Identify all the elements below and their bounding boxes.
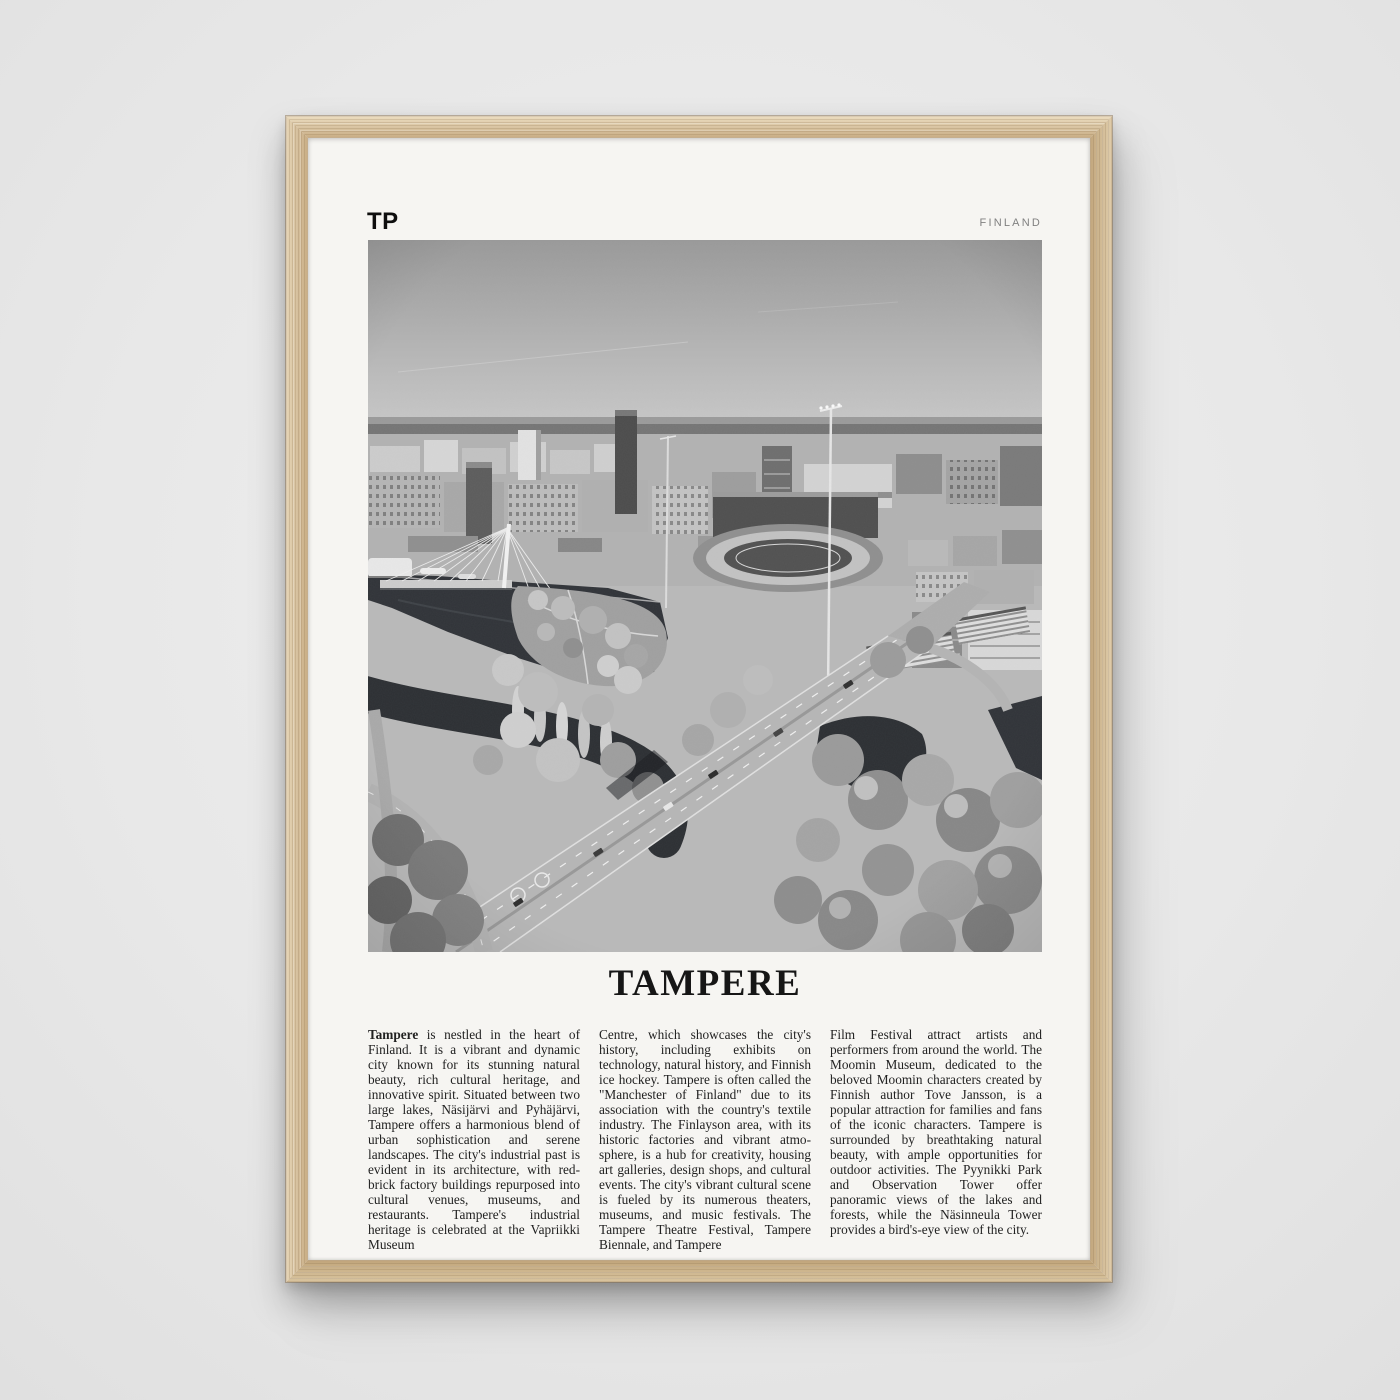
- poster-title: TAMPERE: [608, 963, 802, 1004]
- brand-monogram: TP: [367, 208, 399, 235]
- body-column-2: Centre, which showcases the city's history, including exhibits on technology, natural history, and Finnish ice hockey. Tampere is often called the "Manchester of Finland" due to its association with the country's textile industry. The Finlayson area, with its historic factories and vibrant atmosphere, is a hub for creativity, housing art galleries, design shops, and cultural events. The city's vibrant cultural scene is fueled by its numerous theaters, museums, and music festivals. The Tampere Theatre Festival, Tampere Biennale, and Tampere: [599, 1027, 811, 1252]
- body-column-1: [368, 1027, 580, 1252]
- poster-frame: [286, 116, 1112, 1282]
- column-1-text: is nestled in the heart of Finland. It is a vibrant and dynamic city known for its stunning natural beauty, rich cultural heritage, and innovative spirit. Situated between two large lakes, Näsijärvi and Pyhäjärvi, Tampere offers a harmonious blend of urban sophistication and serene landscapes. The city's industrial past is evident in its architecture, with red-brick factory buildings repurposed into cultural venues, museums, and restaurants. Tampere's industrial heritage is celebrated at the Vapriikki Museum: [368, 1027, 580, 1252]
- poster-mat: [308, 138, 1090, 1260]
- frame-edge-top: [286, 116, 1112, 138]
- body-column-3: Film Festival attract artists and performers from around the world. The Moomin Museum, dedicated to the beloved Moomin characters created by Finnish author Tove Jansson, is a popular attraction for families and fans of the iconic characters. Tampere is surrounded by breathtaking natural beauty, with ample opportunities for outdoor activities. The Pyynikki Park and Observation Tower offer panoramic views of the lakes and forests, while the Näsinneula Tower provides a bird's-eye view of the city.: [830, 1027, 1042, 1237]
- country-label: FINLAND: [979, 217, 1042, 229]
- frame-edge-right: [1090, 116, 1112, 1282]
- frame-edge-bottom: [286, 1260, 1112, 1282]
- body-columns: [368, 1027, 1042, 1252]
- lead-word: Tampere: [368, 1027, 419, 1042]
- vignette: [368, 240, 1042, 952]
- tampere-photo: [368, 240, 1042, 952]
- frame-edge-left: [286, 116, 308, 1282]
